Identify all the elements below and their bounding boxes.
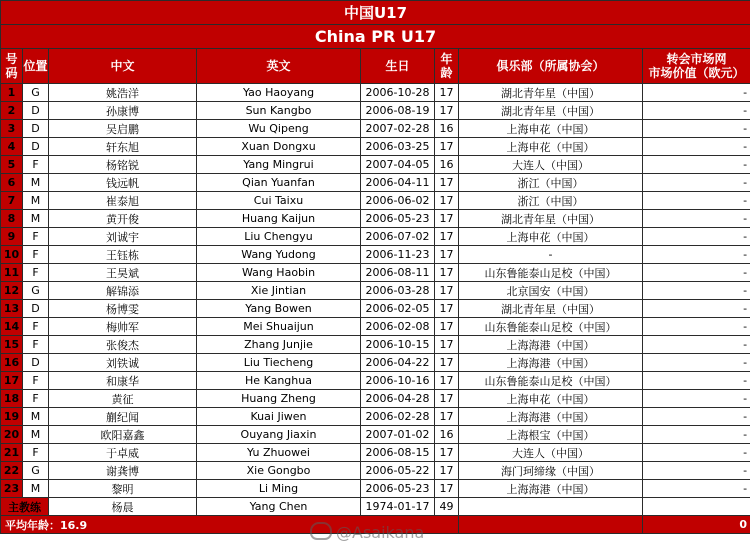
player-name-cn: 杨博雯	[49, 300, 197, 318]
average-age: 平均年龄：16.9	[1, 516, 459, 534]
player-name-cn: 吴启鹏	[49, 120, 197, 138]
coach-row	[1, 498, 750, 516]
player-club: 上海海港（中国）	[459, 354, 643, 372]
player-position: F	[23, 264, 49, 282]
player-age: 17	[435, 138, 459, 156]
player-position: F	[23, 444, 49, 462]
header-pos: 位置	[23, 49, 49, 84]
table-row	[1, 138, 750, 156]
total-value: 0	[643, 516, 750, 534]
player-number: 15	[1, 336, 23, 354]
watermark	[310, 522, 424, 542]
player-club: 上海根宝（中国）	[459, 426, 643, 444]
table-row	[1, 426, 750, 444]
player-age: 17	[435, 336, 459, 354]
player-club: 山东鲁能泰山足校（中国）	[459, 372, 643, 390]
player-club: 海门珂缔缘（中国）	[459, 462, 643, 480]
player-dob: 2006-04-11	[361, 174, 435, 192]
title-row-en	[1, 25, 750, 49]
player-club: 大连人（中国）	[459, 156, 643, 174]
coach-value	[643, 498, 750, 516]
player-club: -	[459, 246, 643, 264]
player-name-en: Yang Mingrui	[197, 156, 361, 174]
table-row	[1, 246, 750, 264]
player-number: 19	[1, 408, 23, 426]
player-club: 山东鲁能泰山足校（中国）	[459, 318, 643, 336]
player-dob: 2006-02-08	[361, 318, 435, 336]
player-name-cn: 刘铁诚	[49, 354, 197, 372]
player-market-value: -	[643, 426, 750, 444]
table-row	[1, 264, 750, 282]
player-name-cn: 欧阳嘉鑫	[49, 426, 197, 444]
player-name-cn: 黄征	[49, 390, 197, 408]
player-market-value: -	[643, 444, 750, 462]
player-market-value: -	[643, 354, 750, 372]
player-age: 17	[435, 300, 459, 318]
table-row	[1, 282, 750, 300]
player-number: 20	[1, 426, 23, 444]
player-dob: 2006-03-28	[361, 282, 435, 300]
title-en: China PR U17	[1, 25, 750, 49]
player-age: 17	[435, 246, 459, 264]
player-number: 21	[1, 444, 23, 462]
player-name-cn: 谢龚博	[49, 462, 197, 480]
player-position: D	[23, 120, 49, 138]
player-market-value: -	[643, 102, 750, 120]
player-dob: 2007-02-28	[361, 120, 435, 138]
player-club: 上海申花（中国）	[459, 138, 643, 156]
player-position: D	[23, 354, 49, 372]
player-number: 23	[1, 480, 23, 498]
player-number: 2	[1, 102, 23, 120]
player-name-en: Cui Taixu	[197, 192, 361, 210]
player-market-value: -	[643, 318, 750, 336]
player-name-en: Wang Yudong	[197, 246, 361, 264]
coach-age: 49	[435, 498, 459, 516]
player-dob: 2007-01-02	[361, 426, 435, 444]
player-name-en: Huang Zheng	[197, 390, 361, 408]
table-row	[1, 390, 750, 408]
table-row	[1, 102, 750, 120]
player-name-en: Yang Bowen	[197, 300, 361, 318]
player-name-en: Liu Tiecheng	[197, 354, 361, 372]
title-row-cn	[1, 1, 750, 25]
table-row	[1, 84, 750, 102]
player-market-value: -	[643, 174, 750, 192]
player-club: 湖北青年星（中国）	[459, 300, 643, 318]
player-position: M	[23, 174, 49, 192]
player-position: F	[23, 228, 49, 246]
player-age: 17	[435, 174, 459, 192]
player-number: 10	[1, 246, 23, 264]
player-dob: 2006-08-11	[361, 264, 435, 282]
player-number: 1	[1, 84, 23, 102]
player-age: 17	[435, 354, 459, 372]
table-row	[1, 372, 750, 390]
table-row	[1, 120, 750, 138]
player-dob: 2006-10-28	[361, 84, 435, 102]
player-position: M	[23, 480, 49, 498]
player-name-cn: 王昊斌	[49, 264, 197, 282]
table-row	[1, 444, 750, 462]
player-number: 8	[1, 210, 23, 228]
player-name-cn: 黎明	[49, 480, 197, 498]
table-row	[1, 462, 750, 480]
player-market-value: -	[643, 408, 750, 426]
player-position: G	[23, 462, 49, 480]
player-number: 12	[1, 282, 23, 300]
player-name-en: Wu Qipeng	[197, 120, 361, 138]
table-row	[1, 156, 750, 174]
player-age: 17	[435, 372, 459, 390]
coach-club	[459, 498, 643, 516]
player-name-en: Xie Gongbo	[197, 462, 361, 480]
player-dob: 2006-04-22	[361, 354, 435, 372]
player-age: 16	[435, 120, 459, 138]
player-market-value: -	[643, 336, 750, 354]
player-age: 17	[435, 480, 459, 498]
player-position: G	[23, 84, 49, 102]
player-market-value: -	[643, 246, 750, 264]
player-position: M	[23, 192, 49, 210]
player-market-value: -	[643, 120, 750, 138]
player-number: 22	[1, 462, 23, 480]
player-dob: 2006-06-02	[361, 192, 435, 210]
table-row	[1, 336, 750, 354]
player-name-en: Liu Chengyu	[197, 228, 361, 246]
player-age: 16	[435, 156, 459, 174]
table-row	[1, 318, 750, 336]
player-name-cn: 黄开俊	[49, 210, 197, 228]
player-age: 17	[435, 462, 459, 480]
player-name-en: Mei Shuaijun	[197, 318, 361, 336]
player-market-value: -	[643, 264, 750, 282]
player-number: 7	[1, 192, 23, 210]
coach-name-cn: 杨晨	[49, 498, 197, 516]
player-club: 北京国安（中国）	[459, 282, 643, 300]
player-name-cn: 解锦添	[49, 282, 197, 300]
player-position: F	[23, 390, 49, 408]
header-en: 英文	[197, 49, 361, 84]
player-position: F	[23, 246, 49, 264]
player-number: 5	[1, 156, 23, 174]
player-dob: 2006-05-23	[361, 480, 435, 498]
player-age: 17	[435, 390, 459, 408]
player-name-cn: 轩东旭	[49, 138, 197, 156]
player-number: 16	[1, 354, 23, 372]
player-dob: 2006-02-28	[361, 408, 435, 426]
player-club: 湖北青年星（中国）	[459, 84, 643, 102]
player-dob: 2006-10-15	[361, 336, 435, 354]
player-number: 4	[1, 138, 23, 156]
player-dob: 2006-03-25	[361, 138, 435, 156]
coach-dob: 1974-01-17	[361, 498, 435, 516]
player-age: 17	[435, 318, 459, 336]
player-name-en: Ouyang Jiaxin	[197, 426, 361, 444]
header-club: 俱乐部（所属协会）	[459, 49, 643, 84]
player-market-value: -	[643, 462, 750, 480]
player-market-value: -	[643, 84, 750, 102]
player-position: G	[23, 282, 49, 300]
player-club: 上海申花（中国）	[459, 228, 643, 246]
player-age: 17	[435, 84, 459, 102]
player-name-en: Huang Kaijun	[197, 210, 361, 228]
player-market-value: -	[643, 192, 750, 210]
player-name-en: Qian Yuanfan	[197, 174, 361, 192]
table-row	[1, 354, 750, 372]
player-name-en: Xie Jintian	[197, 282, 361, 300]
player-name-cn: 蒯纪闻	[49, 408, 197, 426]
player-club: 浙江（中国）	[459, 174, 643, 192]
player-position: F	[23, 336, 49, 354]
player-market-value: -	[643, 480, 750, 498]
table-row	[1, 228, 750, 246]
player-market-value: -	[643, 390, 750, 408]
player-position: D	[23, 300, 49, 318]
player-position: F	[23, 318, 49, 336]
table-row	[1, 300, 750, 318]
player-name-cn: 于卓威	[49, 444, 197, 462]
player-name-en: He Kanghua	[197, 372, 361, 390]
player-number: 9	[1, 228, 23, 246]
player-number: 6	[1, 174, 23, 192]
player-age: 16	[435, 426, 459, 444]
coach-label: 主教练	[1, 498, 49, 516]
header-value: 转会市场网 市场价值（欧元）	[643, 49, 750, 84]
player-name-cn: 刘诚宇	[49, 228, 197, 246]
player-position: F	[23, 372, 49, 390]
player-position: M	[23, 210, 49, 228]
player-club: 上海海港（中国）	[459, 408, 643, 426]
player-name-cn: 梅帅军	[49, 318, 197, 336]
player-club: 浙江（中国）	[459, 192, 643, 210]
player-age: 17	[435, 408, 459, 426]
player-name-en: Wang Haobin	[197, 264, 361, 282]
player-dob: 2006-07-02	[361, 228, 435, 246]
player-dob: 2006-11-23	[361, 246, 435, 264]
header-row	[1, 49, 750, 84]
player-age: 17	[435, 444, 459, 462]
title-cn: 中国U17	[1, 1, 750, 25]
player-number: 3	[1, 120, 23, 138]
player-name-cn: 崔泰旭	[49, 192, 197, 210]
header-dob: 生日	[361, 49, 435, 84]
player-market-value: -	[643, 372, 750, 390]
player-name-en: Li Ming	[197, 480, 361, 498]
player-market-value: -	[643, 156, 750, 174]
table-row	[1, 408, 750, 426]
player-name-en: Yu Zhuowei	[197, 444, 361, 462]
player-position: D	[23, 102, 49, 120]
player-club: 湖北青年星（中国）	[459, 102, 643, 120]
header-cn: 中文	[49, 49, 197, 84]
header-age: 年龄	[435, 49, 459, 84]
player-number: 17	[1, 372, 23, 390]
player-number: 14	[1, 318, 23, 336]
player-dob: 2006-08-19	[361, 102, 435, 120]
player-dob: 2006-04-28	[361, 390, 435, 408]
player-position: D	[23, 138, 49, 156]
coach-name-en: Yang Chen	[197, 498, 361, 516]
weibo-logo-icon	[310, 522, 332, 540]
player-name-cn: 张俊杰	[49, 336, 197, 354]
player-age: 17	[435, 264, 459, 282]
player-dob: 2006-05-22	[361, 462, 435, 480]
player-name-en: Xuan Dongxu	[197, 138, 361, 156]
player-market-value: -	[643, 300, 750, 318]
player-number: 13	[1, 300, 23, 318]
footer-spacer	[459, 516, 643, 534]
player-position: M	[23, 408, 49, 426]
table-row	[1, 174, 750, 192]
player-name-en: Sun Kangbo	[197, 102, 361, 120]
table-row	[1, 480, 750, 498]
player-number: 11	[1, 264, 23, 282]
player-market-value: -	[643, 228, 750, 246]
player-number: 18	[1, 390, 23, 408]
player-club: 上海申花（中国）	[459, 120, 643, 138]
player-market-value: -	[643, 138, 750, 156]
player-dob: 2007-04-05	[361, 156, 435, 174]
header-no: 号码	[1, 49, 23, 84]
player-club: 上海申花（中国）	[459, 390, 643, 408]
player-age: 17	[435, 210, 459, 228]
player-age: 17	[435, 282, 459, 300]
player-position: F	[23, 156, 49, 174]
player-name-cn: 孙康博	[49, 102, 197, 120]
player-position: M	[23, 426, 49, 444]
player-club: 湖北青年星（中国）	[459, 210, 643, 228]
player-name-en: Yao Haoyang	[197, 84, 361, 102]
player-name-cn: 杨铭锐	[49, 156, 197, 174]
player-age: 17	[435, 228, 459, 246]
player-name-cn: 王钰栋	[49, 246, 197, 264]
player-market-value: -	[643, 282, 750, 300]
player-club: 上海海港（中国）	[459, 480, 643, 498]
player-club: 山东鲁能泰山足校（中国）	[459, 264, 643, 282]
player-club: 大连人（中国）	[459, 444, 643, 462]
watermark-text: @Asaikana	[336, 523, 425, 542]
player-age: 17	[435, 102, 459, 120]
player-name-en: Zhang Junjie	[197, 336, 361, 354]
player-dob: 2006-05-23	[361, 210, 435, 228]
player-name-cn: 和康华	[49, 372, 197, 390]
table-row	[1, 210, 750, 228]
player-dob: 2006-08-15	[361, 444, 435, 462]
table-row	[1, 192, 750, 210]
player-name-en: Kuai Jiwen	[197, 408, 361, 426]
player-club: 上海海港（中国）	[459, 336, 643, 354]
player-name-cn: 姚浩洋	[49, 84, 197, 102]
player-dob: 2006-02-05	[361, 300, 435, 318]
player-market-value: -	[643, 210, 750, 228]
player-dob: 2006-10-16	[361, 372, 435, 390]
player-age: 17	[435, 192, 459, 210]
player-name-cn: 钱远帆	[49, 174, 197, 192]
